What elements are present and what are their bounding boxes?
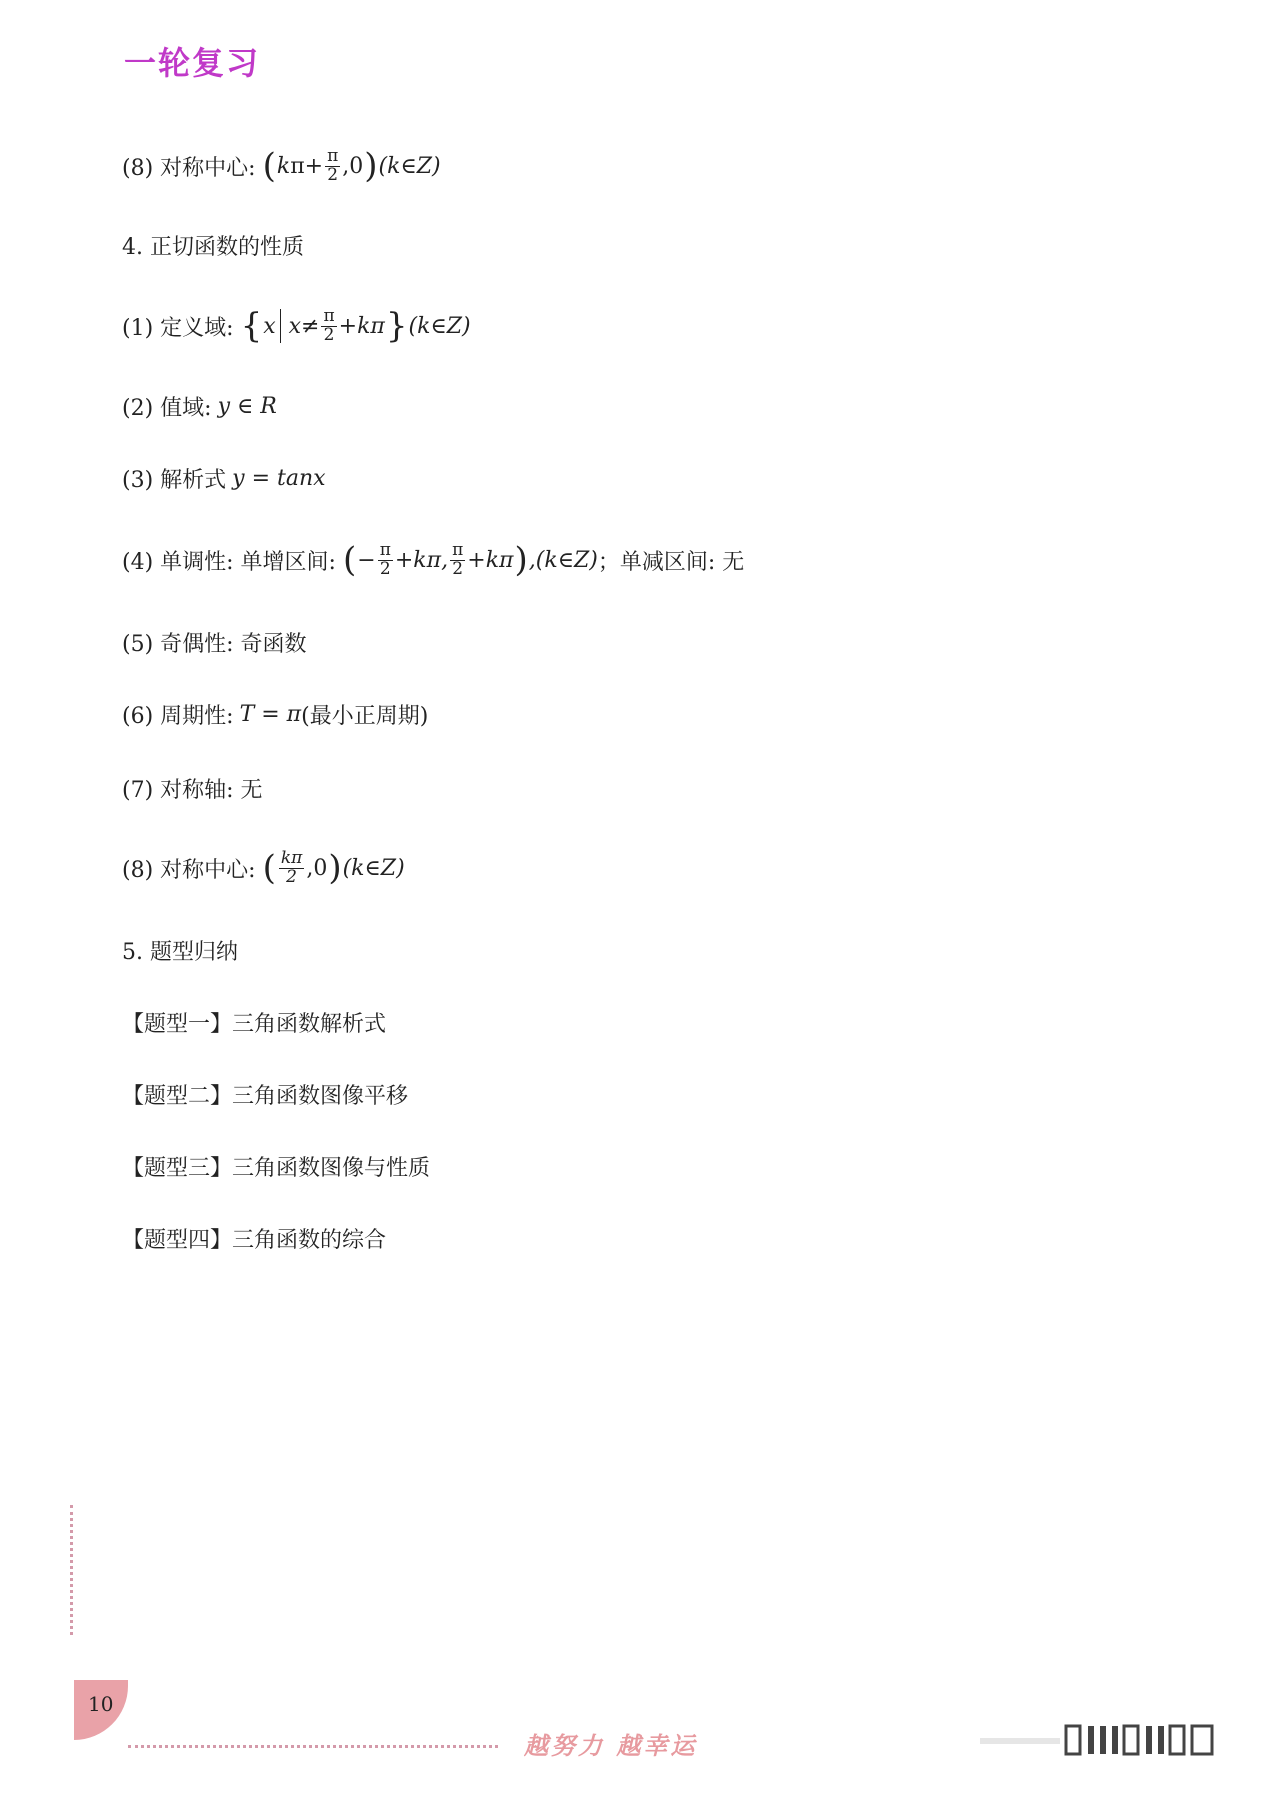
footer-dotted-horizontal [128,1745,498,1748]
domain: (k∈Z) [342,855,405,881]
plus: + [304,153,324,179]
fraction [325,145,340,185]
label: (6) 周期性: [122,703,234,729]
part-2: +kπ [467,547,514,573]
domain: (k∈Z) [378,153,441,179]
line-tan-axis: (7) 对称轴: 无 [122,777,263,803]
section-heading-tan: 4. 正切函数的性质 [122,234,304,260]
tail: ；单减区间: 无 [597,549,745,575]
brace-close: } [385,306,408,346]
numerator: π [323,305,335,326]
numerator: π [379,539,391,560]
minus: − [357,547,376,573]
question-type-1: 【题型一】三角函数解析式 [122,1011,387,1037]
denominator: 2 [327,164,339,185]
paren-open: ( [262,848,276,888]
label: (2) 值域: [122,395,212,421]
label: (4) 单调性: 单增区间: [122,549,336,575]
fraction [321,305,336,345]
label: (3) 解析式 [122,467,227,493]
set-bar [280,309,281,343]
page-header-title: 一轮复习 [124,44,261,82]
expr: y ∈ R [217,393,277,419]
footer-slogan: 越努力 越幸运 [524,1732,698,1760]
var-x: x [263,313,276,339]
paren-open: ( [262,146,276,186]
fraction [279,847,304,887]
denominator: 2 [452,558,464,579]
fraction-1 [378,539,393,579]
section-heading-types: 5. 题型归纳 [122,939,238,965]
note: (最小正周期) [301,703,429,729]
question-type-2: 【题型二】三角函数图像平移 [122,1083,409,1109]
expr: y = tanx [232,465,326,491]
part-1: +kπ, [394,547,449,573]
tail: ,0 [342,153,364,179]
question-type-4: 【题型四】三角函数的综合 [122,1227,387,1253]
line-tan-formula [122,448,326,508]
denominator: 2 [286,866,297,887]
line-tan-period [122,684,428,744]
line-tan-symmetry-center [122,838,405,898]
fraction-2 [450,539,465,579]
brace-open: { [240,306,263,346]
rest: +kπ [338,313,385,339]
paren-open: ( [342,540,357,580]
expr: T = π [239,701,302,727]
denominator: 2 [379,558,391,579]
paren-close: ) [514,540,528,580]
label: (8) 对称中心: [122,155,256,181]
domain: (k∈Z) [408,313,471,339]
watermark-logo [980,1720,1260,1760]
domain: ,(k∈Z) [528,547,598,573]
pi: π [290,153,305,179]
line-tan-monotonicity [122,530,744,590]
numerator: π [327,145,339,166]
question-type-3: 【题型三】三角函数图像与性质 [122,1155,431,1181]
page-number: 10 [88,1692,114,1716]
footer-dotted-vertical [70,1505,73,1635]
numerator: π [452,539,464,560]
line-cos-symmetry-center [122,136,441,196]
numerator: kπ [280,847,303,868]
label: (8) 对称中心: [122,857,256,883]
label: (1) 定义域: [122,315,234,341]
tail: ,0 [306,855,328,881]
paren-close: ) [328,848,342,888]
line-tan-parity: (5) 奇偶性: 奇函数 [122,631,307,657]
paren-close: ) [364,146,378,186]
line-tan-range [122,376,277,436]
var-k: k [276,153,291,179]
condition: x≠ [288,313,320,339]
line-tan-domain [122,296,471,356]
denominator: 2 [323,324,335,345]
